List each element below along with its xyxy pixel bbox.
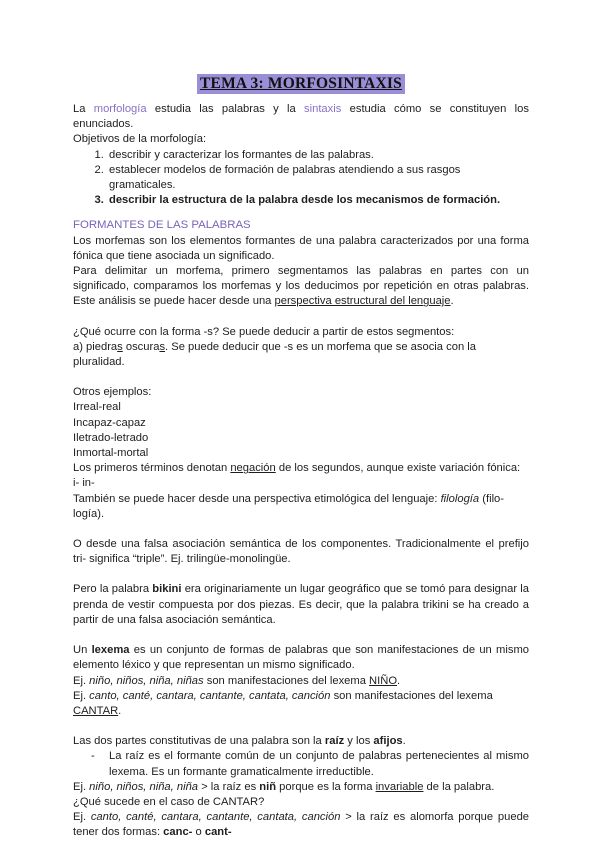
text: . xyxy=(450,295,454,308)
text: . xyxy=(397,674,401,687)
term-sintaxis: sintaxis xyxy=(304,103,342,115)
term-bikini: bikini xyxy=(152,583,182,596)
text: Ej. xyxy=(73,811,91,824)
text: . Se puede deducir que -s es un morfema que se asocia con la pluralidad. xyxy=(73,340,476,369)
text: Las dos partes constitutivas de una palabra son la xyxy=(73,735,325,748)
section-heading: FORMANTES DE LAS PALABRAS xyxy=(73,219,251,232)
link-like-underlined: perspectiva estructural del lenguaje xyxy=(274,295,451,308)
lexema-nino: NIÑO xyxy=(369,674,398,687)
title-wrap xyxy=(73,74,529,94)
example-nin xyxy=(73,780,529,795)
forms: canto, canté, cantara, cantante, cantata, canción xyxy=(89,689,331,702)
text: Pero la palabra xyxy=(73,583,153,596)
text: Para delimitar un morfema, primero segmentamos las palabras en partes con un significado, comparamos los morfemas y los deducimos por repetición en otras palabras. Este análisis se puede hacer desde una xyxy=(73,265,529,308)
partes-paragraph xyxy=(73,734,529,749)
raiz-list xyxy=(73,749,529,779)
root-nin: niñ xyxy=(259,780,277,793)
objectives-list xyxy=(73,148,529,209)
spacer xyxy=(73,719,529,734)
example-item: Irreal-real xyxy=(73,401,121,414)
root-cant: cant- xyxy=(204,826,232,839)
question-s: ¿Qué ocurre con la forma -s? Se puede deducir a partir de estos segmentos: xyxy=(73,325,455,338)
text: > la raíz es alomorfa porque puede tener dos formas: xyxy=(73,811,530,839)
spacer xyxy=(73,567,529,582)
term-afijos: afijos xyxy=(373,735,403,748)
falsa-asociacion-paragraph: O desde una falsa asociación semántica de los componentes. Tradicionalmente el prefijo tri- significa “triple”. Ej. trilingüe-monolingüe. xyxy=(73,538,529,566)
text: Ej. xyxy=(73,689,90,702)
question-cantar: ¿Qué sucede en el caso de CANTAR? xyxy=(73,795,265,808)
morpheme-s: s xyxy=(117,340,123,353)
text: . xyxy=(402,735,406,748)
term-morfologia: morfología xyxy=(93,103,147,115)
text: La raíz es el formante común de un conjunto de palabras pertenecientes al mismo lexema. Es un formante gramaticalmente irreductible. xyxy=(109,750,529,778)
morfemas-paragraph: Los morfemas son los elementos formantes de una palabra caracterizados por una forma fónica que tiene asociada un significado. xyxy=(73,234,529,262)
text: Ej. xyxy=(73,674,90,687)
spacer xyxy=(73,370,529,385)
text: Ej. xyxy=(73,780,90,793)
forms: niño, niños, niña, niña xyxy=(89,780,199,793)
text: También se puede hacer desde una perspectiva etimológica del lenguaje: xyxy=(73,492,441,505)
text: de los segundos, aunque existe variación fónica: i- in- xyxy=(73,462,521,490)
lexema-cantar: CANTAR xyxy=(73,704,119,717)
term-invariable: invariable xyxy=(375,780,424,793)
text: son manifestaciones del lexema xyxy=(203,674,370,687)
text: y los xyxy=(344,735,374,748)
example-cantar xyxy=(73,689,529,719)
intro-paragraph xyxy=(73,102,529,132)
text: . xyxy=(118,704,122,717)
spacer xyxy=(73,628,529,643)
objective-item: 1. describir y caracterizar los formantes de las palabras. xyxy=(107,148,529,163)
raiz-definition xyxy=(73,749,529,779)
example-item: Incapaz-capaz xyxy=(73,416,146,429)
text: (filo-logía). xyxy=(73,492,505,520)
text: es un conjunto de formas de palabras que son manifestaciones de un mismo elemento léxico y que representan un mismo significado. xyxy=(73,644,529,672)
term-lexema: lexema xyxy=(91,644,130,657)
example-s xyxy=(73,340,529,370)
document-page xyxy=(73,74,529,841)
spacer xyxy=(73,310,529,325)
text: o xyxy=(192,826,205,839)
text: porque es la forma xyxy=(276,780,376,793)
forms: niño, niños, niña, niñas xyxy=(89,674,204,687)
dash-bullet: - xyxy=(91,750,95,763)
spacer xyxy=(73,522,529,537)
example-item: Inmortal-mortal xyxy=(73,447,149,460)
text: > la raíz es xyxy=(198,780,260,793)
lexema-paragraph xyxy=(73,643,529,673)
objective-item: 3. describir la estructura de la palabra desde los mecanismos de formación. xyxy=(107,193,529,208)
text: a) piedra xyxy=(73,340,118,353)
text: La xyxy=(73,103,94,115)
objectives-label: Objetivos de la morfología: xyxy=(73,133,207,146)
others-label: Otros ejemplos: xyxy=(73,386,152,399)
term-filologia: filología xyxy=(440,492,480,505)
text: son manifestaciones del lexema xyxy=(330,689,493,702)
root-canc: canc- xyxy=(163,826,193,839)
morpheme-s: s xyxy=(159,340,166,353)
example-alomorfa xyxy=(73,810,529,840)
etimologica-paragraph xyxy=(73,492,529,522)
forms: canto, canté, cantara, cantante, cantata, canción xyxy=(90,811,341,824)
objective-item: 2. establecer modelos de formación de palabras atendiendo a sus rasgos gramaticales. xyxy=(107,163,529,193)
text: de la palabra. xyxy=(423,780,495,793)
text: estudia cómo se constituyen los enunciados. xyxy=(73,103,529,131)
page-title: TEMA 3: MORFOSINTAXIS xyxy=(197,74,405,94)
text: Los primeros términos denotan xyxy=(73,462,231,475)
text: estudia las palabras y la xyxy=(146,103,305,115)
example-item: Iletrado-letrado xyxy=(73,431,149,444)
text: Un xyxy=(73,644,92,657)
term-raiz: raíz xyxy=(324,735,345,748)
text: oscura xyxy=(122,340,160,353)
delimitar-paragraph xyxy=(73,264,529,310)
text: era originariamente un lugar geográfico que se tomó para designar la prenda de vestir compuesta por dos piezas. Es decir, que la palabra trikini se ha creado a partir de una falsa asociación semántica. xyxy=(73,583,529,626)
term-negacion: negación xyxy=(230,462,276,475)
bikini-paragraph xyxy=(73,582,529,628)
negacion-paragraph xyxy=(73,461,529,491)
example-nino xyxy=(73,674,529,689)
